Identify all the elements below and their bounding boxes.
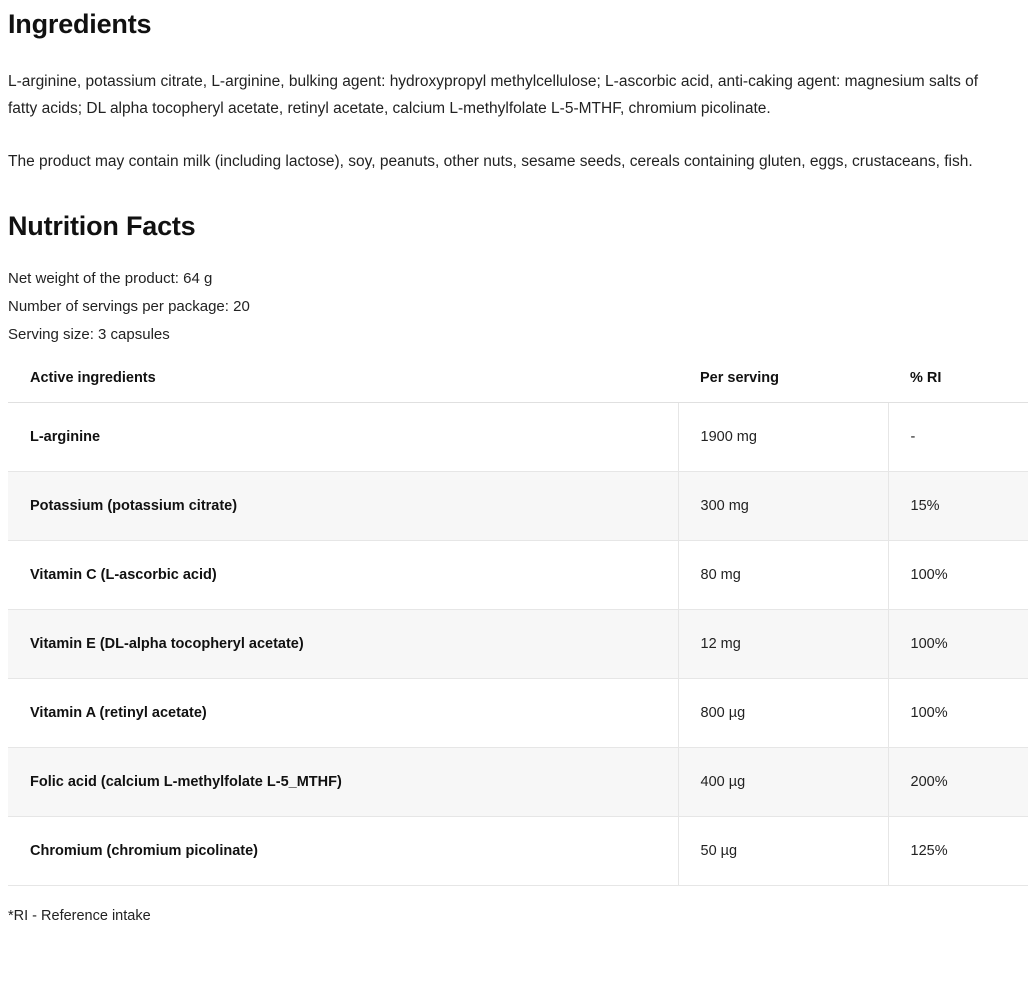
row-ri: 100% [888, 678, 1028, 747]
row-per-serving: 300 mg [678, 471, 888, 540]
reference-intake-footnote: *RI - Reference intake [8, 907, 151, 924]
table-header [8, 370, 1028, 403]
table-row [8, 816, 1028, 885]
column-header-per-serving: Per serving [678, 370, 888, 403]
row-per-serving: 400 µg [678, 747, 888, 816]
ingredients-heading: Ingredients [8, 9, 152, 39]
row-per-serving: 12 mg [678, 609, 888, 678]
serving-size-line: Serving size: 3 capsules [8, 325, 170, 343]
allergen-warning-paragraph: The product may contain milk (including lactose), soy, peanuts, other nuts, sesame seeds, cereals containing gluten, eggs, crustaceans, fish. [8, 153, 973, 171]
column-header-ri: % RI [888, 370, 1028, 403]
row-ingredient-name: Vitamin E (DL-alpha tocopheryl acetate) [8, 609, 678, 678]
row-per-serving: 50 µg [678, 816, 888, 885]
row-ri: 100% [888, 609, 1028, 678]
table-row [8, 678, 1028, 747]
table-row [8, 471, 1028, 540]
row-per-serving: 800 µg [678, 678, 888, 747]
table-row [8, 540, 1028, 609]
net-weight-line: Net weight of the product: 64 g [8, 269, 213, 287]
column-header-active-ingredients: Active ingredients [8, 370, 678, 403]
nutrition-facts-heading: Nutrition Facts [8, 211, 196, 242]
row-per-serving: 80 mg [678, 540, 888, 609]
table-row [8, 747, 1028, 816]
row-ingredient-name: Vitamin C (L-ascorbic acid) [8, 540, 678, 609]
row-ingredient-name: L-arginine [8, 402, 678, 471]
row-per-serving: 1900 mg [678, 402, 888, 471]
table-body [8, 402, 1028, 885]
row-ingredient-name: Chromium (chromium picolinate) [8, 816, 678, 885]
servings-per-package-line: Number of servings per package: 20 [8, 297, 250, 315]
row-ingredient-name: Folic acid (calcium L-methylfolate L-5_MTHF) [8, 747, 678, 816]
ingredients-list-paragraph: L-arginine, potassium citrate, L-arginine, bulking agent: hydroxypropyl methylcellulose; L-ascorbic acid, anti-caking agent: magnesium salts of fatty acids; DL alpha tocopheryl acetate, retinyl acetate, calcium L-methylfolate L-5-MTHF, chromium picolinate. [8, 73, 979, 118]
row-ri: 100% [888, 540, 1028, 609]
row-ingredient-name: Vitamin A (retinyl acetate) [8, 678, 678, 747]
row-ri: - [888, 402, 1028, 471]
row-ingredient-name: Potassium (potassium citrate) [8, 471, 678, 540]
serving-info-block [8, 265, 1028, 349]
row-ri: 125% [888, 816, 1028, 885]
nutrition-facts-table [8, 370, 1028, 886]
table-row [8, 402, 1028, 471]
row-ri: 15% [888, 471, 1028, 540]
table-row [8, 609, 1028, 678]
table-header-row [8, 370, 1028, 403]
row-ri: 200% [888, 747, 1028, 816]
